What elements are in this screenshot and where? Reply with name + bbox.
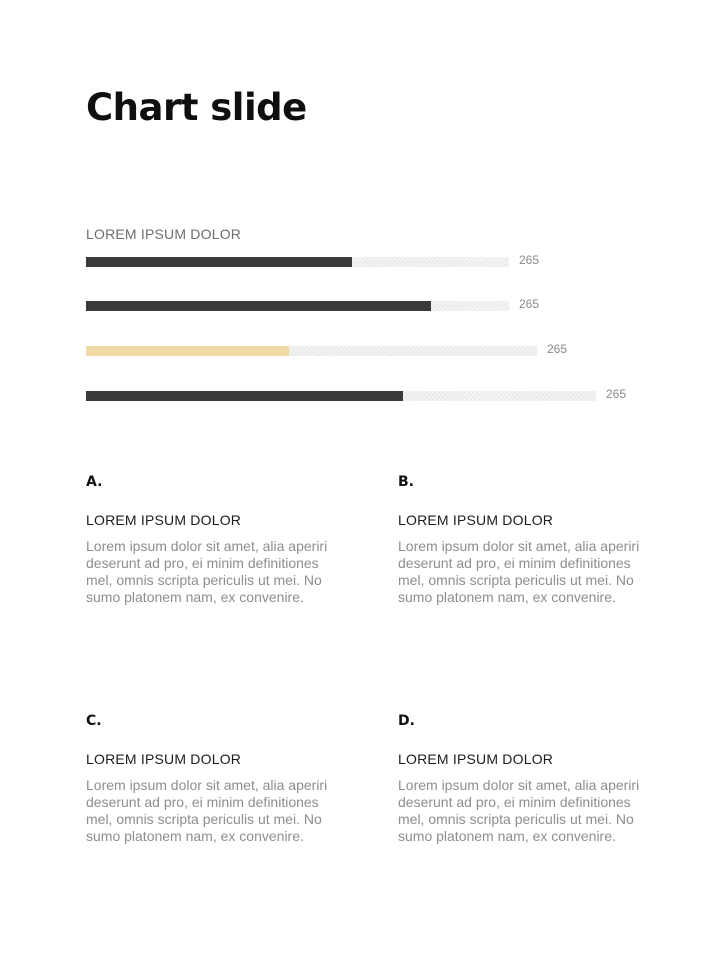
bar-value-2: 265	[519, 297, 540, 311]
info-block-c	[86, 713, 336, 845]
block-letter: D.	[398, 713, 415, 729]
block-heading: LOREM IPSUM DOLOR	[86, 751, 242, 767]
bar-fill-4	[86, 391, 403, 401]
block-letter: A.	[86, 474, 103, 490]
block-text: Lorem ipsum dolor sit amet, alia aperiri deserunt ad pro, ei minim definitiones mel, omnis scripta periculis ut mei. No sumo platonem nam, ex convenire.	[398, 538, 640, 605]
slide-title: Chart slide	[86, 86, 307, 129]
info-block-d	[398, 713, 648, 845]
chart-heading: LOREM IPSUM DOLOR	[86, 226, 242, 242]
block-heading: LOREM IPSUM DOLOR	[398, 512, 554, 528]
bar-fill-2	[86, 301, 431, 311]
block-letter: B.	[398, 474, 414, 490]
bar-value-4: 265	[606, 387, 627, 401]
block-text: Lorem ipsum dolor sit amet, alia aperiri deserunt ad pro, ei minim definitiones mel, omnis scripta periculis ut mei. No sumo platonem nam, ex convenire.	[398, 777, 640, 844]
block-letter: C.	[86, 713, 102, 729]
bar-value-1: 265	[519, 253, 540, 267]
block-heading: LOREM IPSUM DOLOR	[86, 512, 242, 528]
bar-fill-1	[86, 257, 352, 267]
block-text: Lorem ipsum dolor sit amet, alia aperiri deserunt ad pro, ei minim definitiones mel, omnis scripta periculis ut mei. No sumo platonem nam, ex convenire.	[86, 777, 328, 844]
bar-value-3: 265	[547, 342, 568, 356]
info-block-a	[86, 474, 336, 606]
info-block-b	[398, 474, 648, 606]
block-heading: LOREM IPSUM DOLOR	[398, 751, 554, 767]
block-text: Lorem ipsum dolor sit amet, alia aperiri deserunt ad pro, ei minim definitiones mel, omnis scripta periculis ut mei. No sumo platonem nam, ex convenire.	[86, 538, 328, 605]
bar-fill-3	[86, 346, 289, 356]
